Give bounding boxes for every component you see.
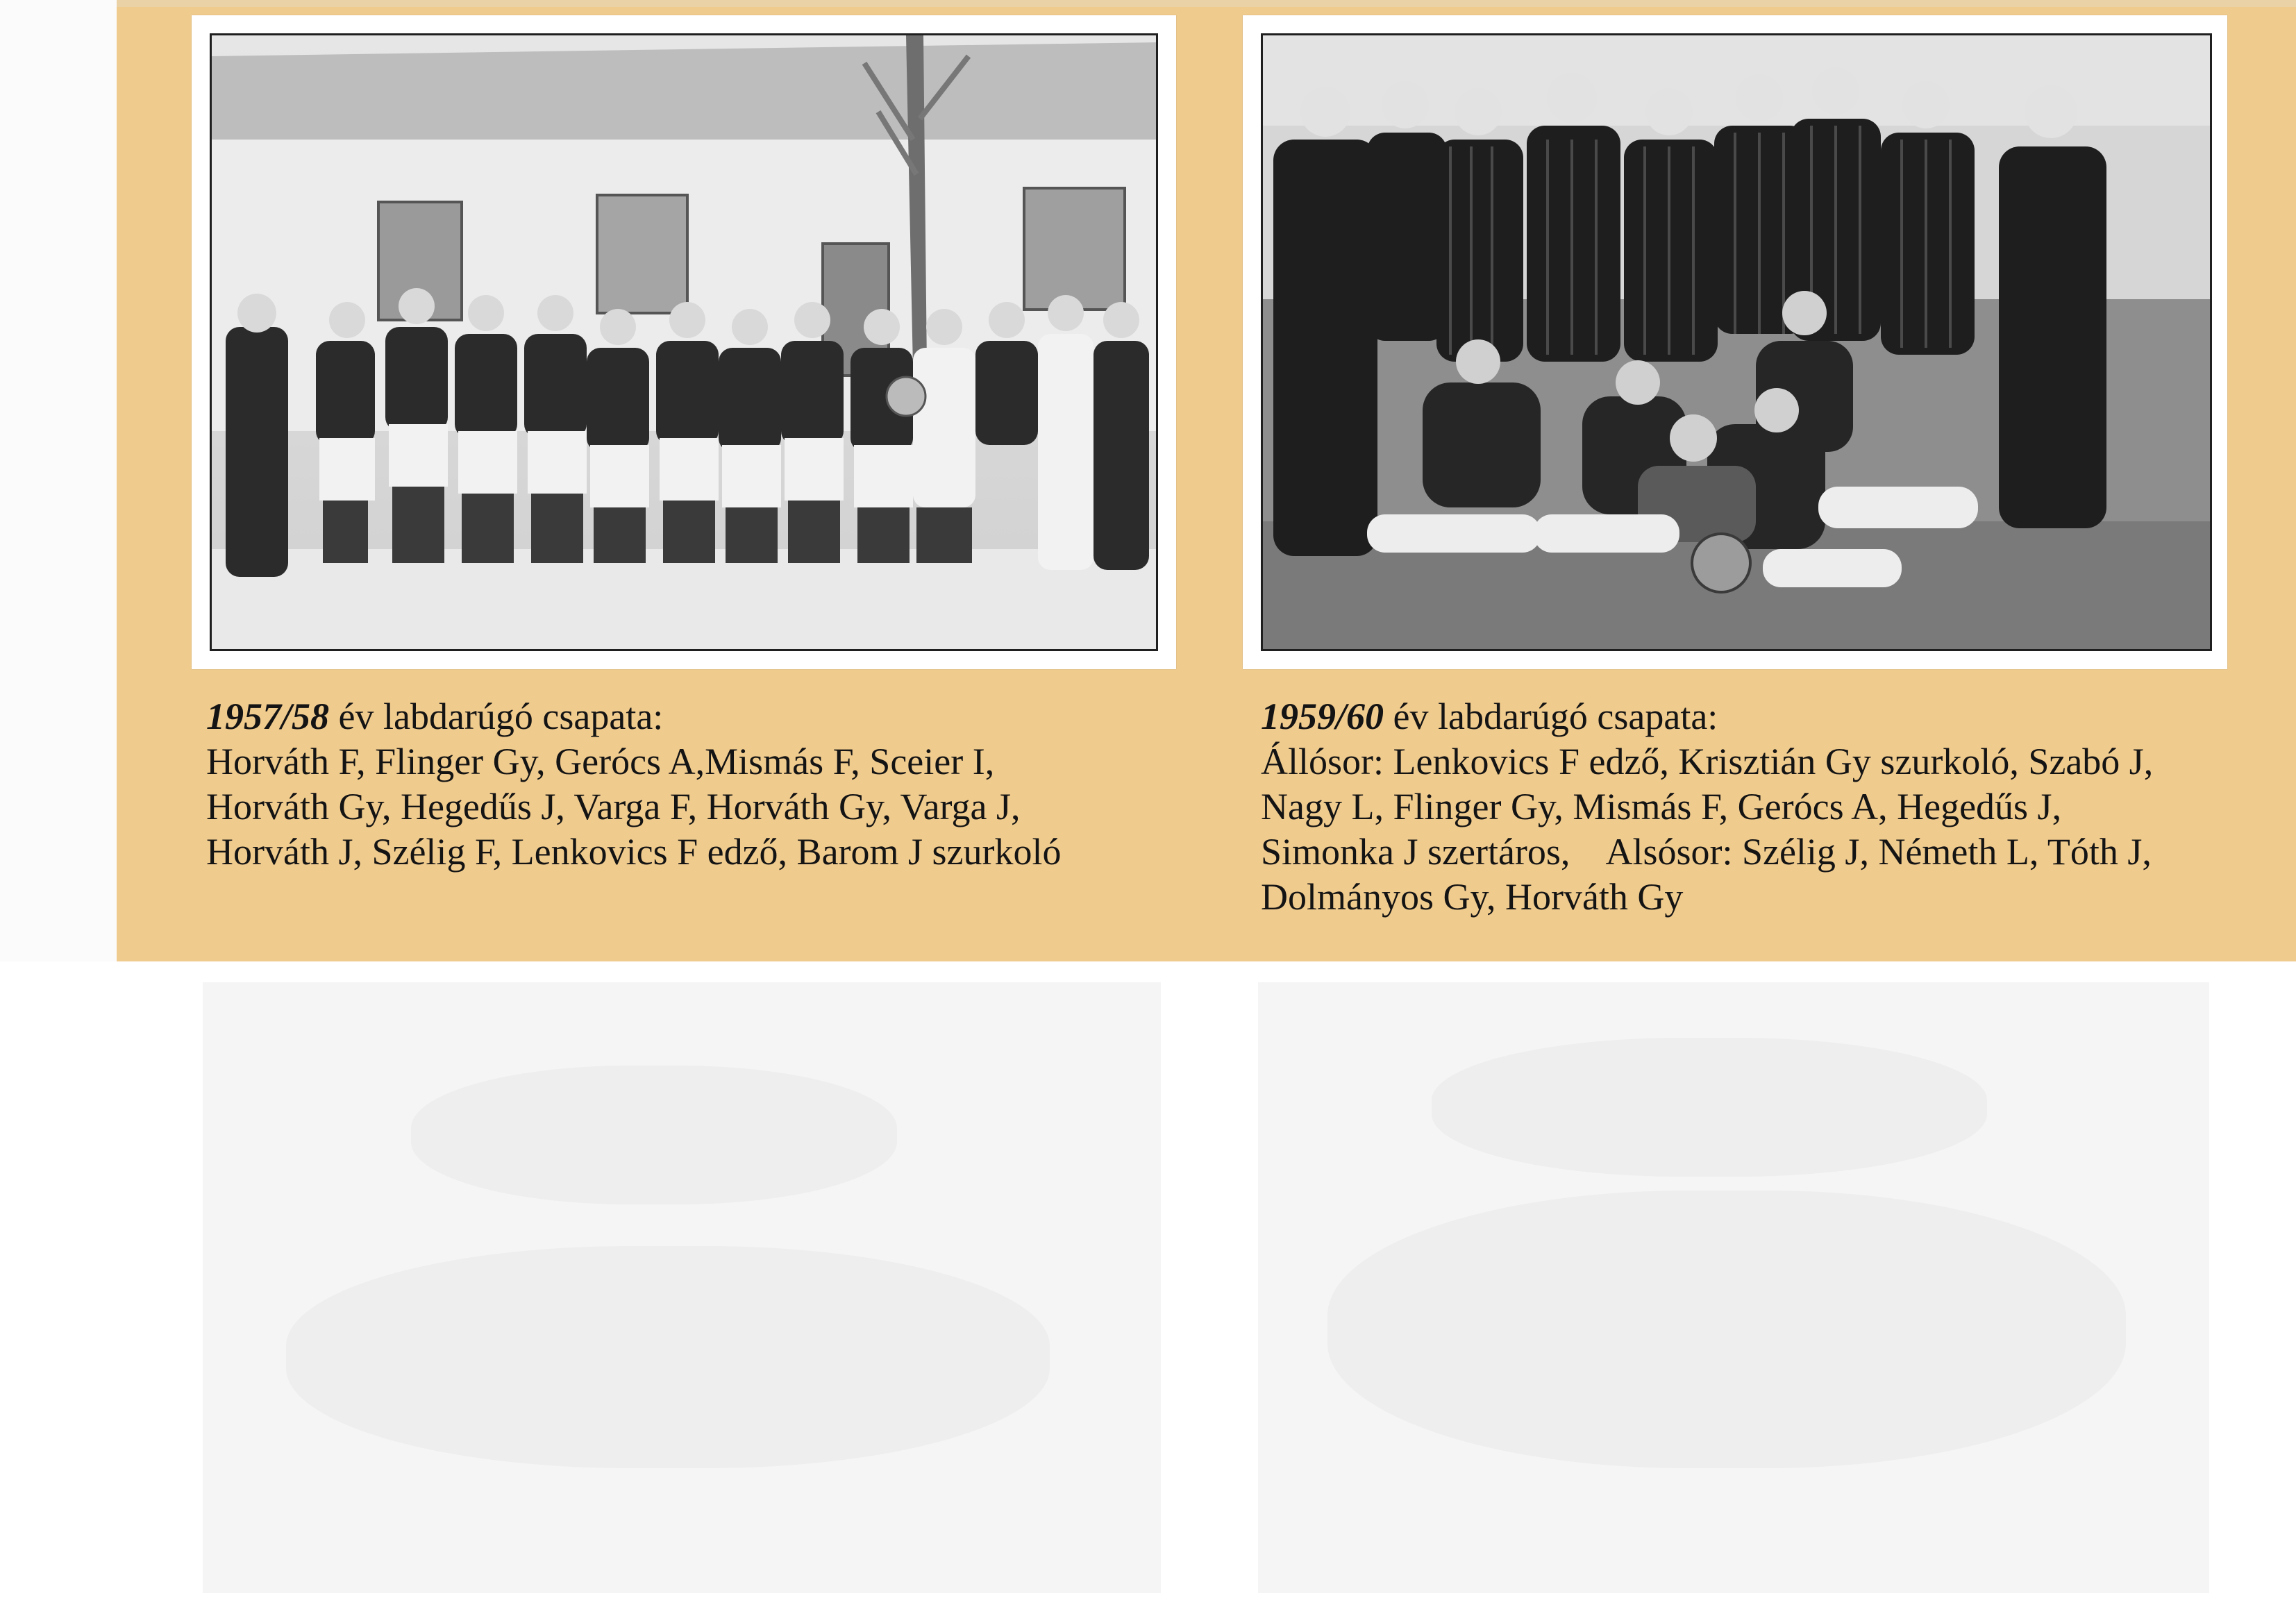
caption-1957-year: 1957/58 — [206, 696, 330, 737]
team-photo-1959-image — [1263, 35, 2210, 649]
caption-1957-line: Horváth F, Flinger Gy, Gerócs A,Mismás F, Sceier I, — [206, 741, 995, 782]
photo-frame-1957 — [192, 15, 1176, 669]
caption-1957-line: Horváth Gy, Hegedűs J, Varga F, Horváth Gy, Varga J, — [206, 786, 1021, 827]
caption-1959-line: Dolmányos Gy, Horváth Gy — [1261, 876, 1684, 918]
caption-1959-line: Állósor: Lenkovics F edző, Krisztián Gy szurkoló, Szabó J, — [1261, 741, 2154, 782]
faded-photo-left — [203, 982, 1161, 1593]
caption-1959-title-rest: év labdarúgó csapata: — [1384, 696, 1718, 737]
lower-page-area — [0, 961, 2296, 1623]
caption-1959-line: Nagy L, Flinger Gy, Mismás F, Gerócs A, Hegedűs J, — [1261, 786, 2062, 827]
caption-1957-title-rest: év labdarúgó csapata: — [329, 696, 664, 737]
faded-photo-right — [1258, 982, 2209, 1593]
caption-1957 — [206, 694, 1062, 875]
caption-1959 — [1261, 694, 2153, 920]
page-left-margin — [0, 0, 117, 961]
caption-1959-year: 1959/60 — [1261, 696, 1384, 737]
caption-1957-title — [206, 694, 1062, 739]
photo-frame-1959 — [1243, 15, 2227, 669]
band-top-edge — [117, 0, 2296, 7]
team-photo-1959 — [1261, 33, 2212, 651]
team-photo-1957-image — [212, 35, 1156, 649]
caption-1959-line: Simonka J szertáros, Alsósor: Szélig J, Németh L, Tóth J, — [1261, 831, 2152, 873]
team-photo-1957 — [210, 33, 1158, 651]
caption-1957-line: Horváth J, Szélig F, Lenkovics F edző, Barom J szurkoló — [206, 831, 1062, 873]
caption-1959-title — [1261, 694, 2153, 739]
